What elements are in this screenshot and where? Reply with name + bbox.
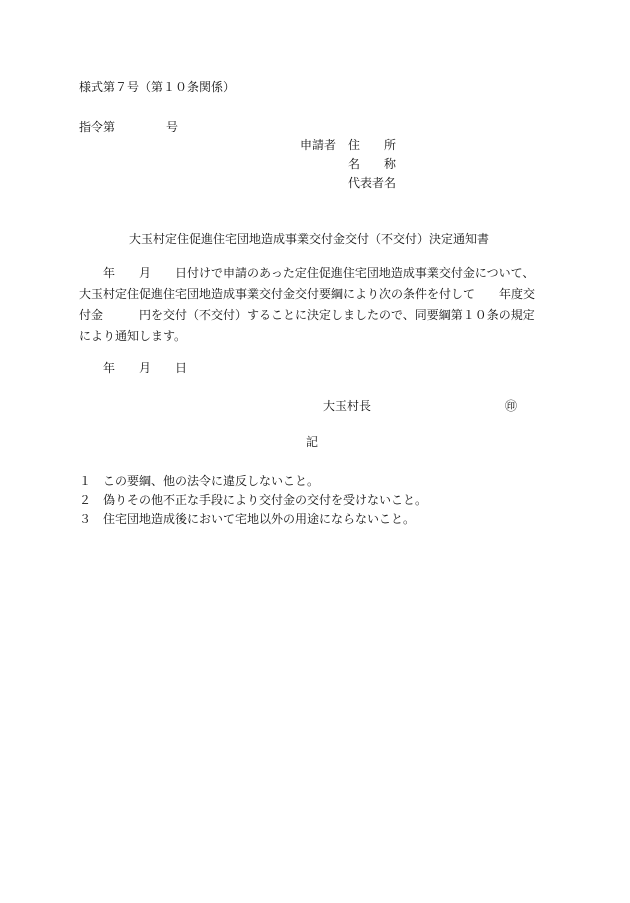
condition-text: 住宅団地造成後において宅地以外の用途にならないこと。	[103, 512, 416, 526]
condition-item	[79, 472, 319, 489]
condition-text: この要綱、他の法令に違反しないこと。	[103, 474, 320, 488]
issuer-name: 大玉村長	[323, 399, 372, 413]
ki-heading: 記	[306, 435, 319, 449]
reference-prefix: 指令第	[79, 120, 116, 134]
name-label: 名 称	[348, 157, 397, 171]
body-text	[79, 266, 554, 350]
issue-date: 年 月 日	[79, 361, 188, 375]
condition-item	[79, 491, 427, 508]
condition-item	[79, 510, 415, 527]
applicant-label: 申請者	[300, 138, 337, 152]
condition-number: １	[79, 474, 92, 488]
document-title: 大玉村定住促進住宅団地造成事業交付金交付（不交付）決定通知書	[129, 232, 490, 246]
body-line: 年 月 日付けで申請のあった定住促進住宅団地造成事業交付金について、	[79, 266, 535, 280]
body-line: 大玉村定住促進住宅団地造成事業交付金交付要綱により次の条件を付して 年度交	[79, 287, 536, 301]
representative-label: 代表者名	[348, 176, 397, 190]
condition-number: ３	[79, 512, 92, 526]
body-line: により通知します。	[79, 329, 187, 343]
seal-mark: ㊞	[505, 399, 518, 413]
reference-suffix: 号	[166, 120, 179, 134]
address-label: 住 所	[348, 138, 397, 152]
condition-text: 偽りその他不正な手段により交付金の交付を受けないこと。	[103, 493, 428, 507]
body-line: 付金 円を交付（不交付）することに決定しましたので、同要綱第１０条の規定	[79, 308, 535, 322]
condition-number: ２	[79, 493, 92, 507]
form-number: 様式第７号（第１０条関係）	[79, 80, 236, 94]
